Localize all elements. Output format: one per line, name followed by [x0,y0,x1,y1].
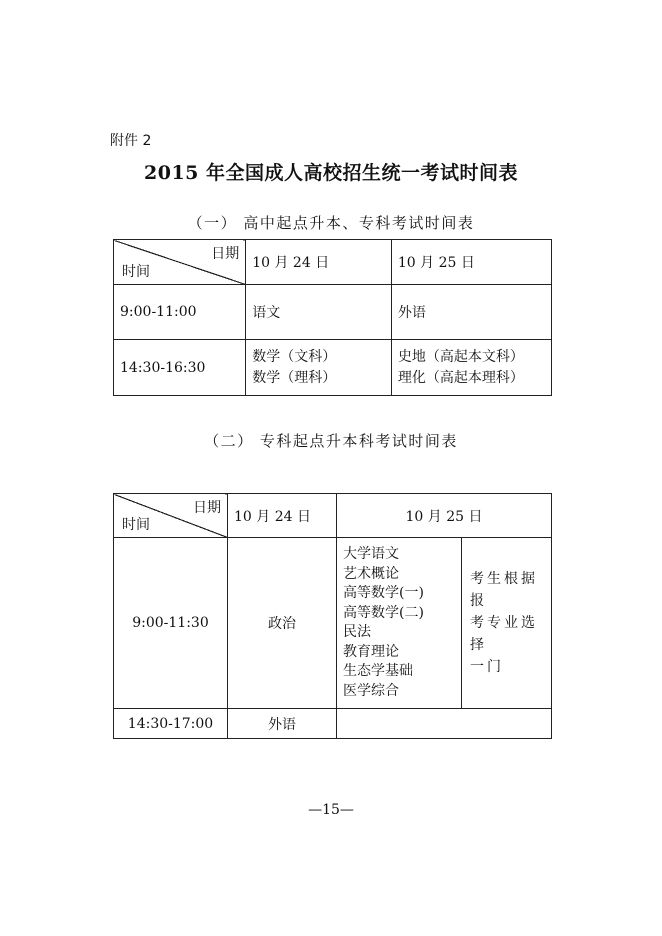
subject: 艺术概论 [343,565,399,582]
table2-caption: （二） 专科起点升本科考试时间表 [204,432,458,450]
exam-schedule-table-2 [113,493,552,739]
subject-cell [246,285,392,340]
subject: 外语 [397,305,426,321]
subject-cell [391,340,551,396]
subject: 医学综合 [343,682,399,699]
time-cell: 14:30-16:30 [114,340,246,396]
time-cell: 9:00-11:00 [114,285,246,340]
note-line: 一门 [470,659,504,675]
table1-caption: （一） 高中起点升本、专科考试时间表 [187,214,475,232]
table-row [114,340,552,396]
subject: 数学（文科） [252,348,337,365]
subject: 大学语文 [343,546,399,562]
subject: 理化（高起本理科） [397,369,524,386]
table-row [114,709,552,739]
attachment-label: 附件 2 [110,133,152,149]
date-header-1: 10 月 24 日 [228,494,337,538]
subject: 教育理论 [343,643,399,660]
subject: 生态学基础 [343,663,413,679]
elective-note-cell [462,538,552,709]
diagonal-header-cell [114,494,228,538]
date-header-1: 10 月 24 日 [246,240,392,285]
time-cell: 14:30-17:00 [114,709,228,739]
subject: 高等数学(二) [343,604,424,621]
subject-cell: 外语 [228,709,337,739]
elective-subjects-cell [337,538,462,709]
table-row [114,285,552,340]
note-line: 考专业选择 [470,615,538,653]
subject-cell [391,285,551,340]
diagonal-header-cell [114,240,246,285]
header-date-label: 日期 [193,500,221,516]
header-date-label: 日期 [211,246,240,262]
note-line: 考生根据报 [470,571,538,609]
page-number: —15— [308,802,354,818]
subject: 数学（理科） [252,369,337,386]
header-time-label: 时间 [122,264,150,280]
page-title: 2015 年全国成人高校招生统一考试时间表 [144,162,518,184]
date-header-2: 10 月 25 日 [391,240,551,285]
subject: 史地（高起本文科） [397,348,524,365]
date-header-2: 10 月 25 日 [337,494,552,538]
subject-cell [246,340,392,396]
empty-cell [337,709,552,739]
subject-cell: 政治 [228,538,337,709]
subject: 民法 [343,624,371,640]
time-cell: 9:00-11:30 [114,538,228,709]
table-row [114,538,552,709]
subject: 语文 [252,305,281,321]
exam-schedule-table-1 [113,239,552,396]
subject: 高等数学(一) [343,585,424,601]
header-time-label: 时间 [122,517,150,533]
